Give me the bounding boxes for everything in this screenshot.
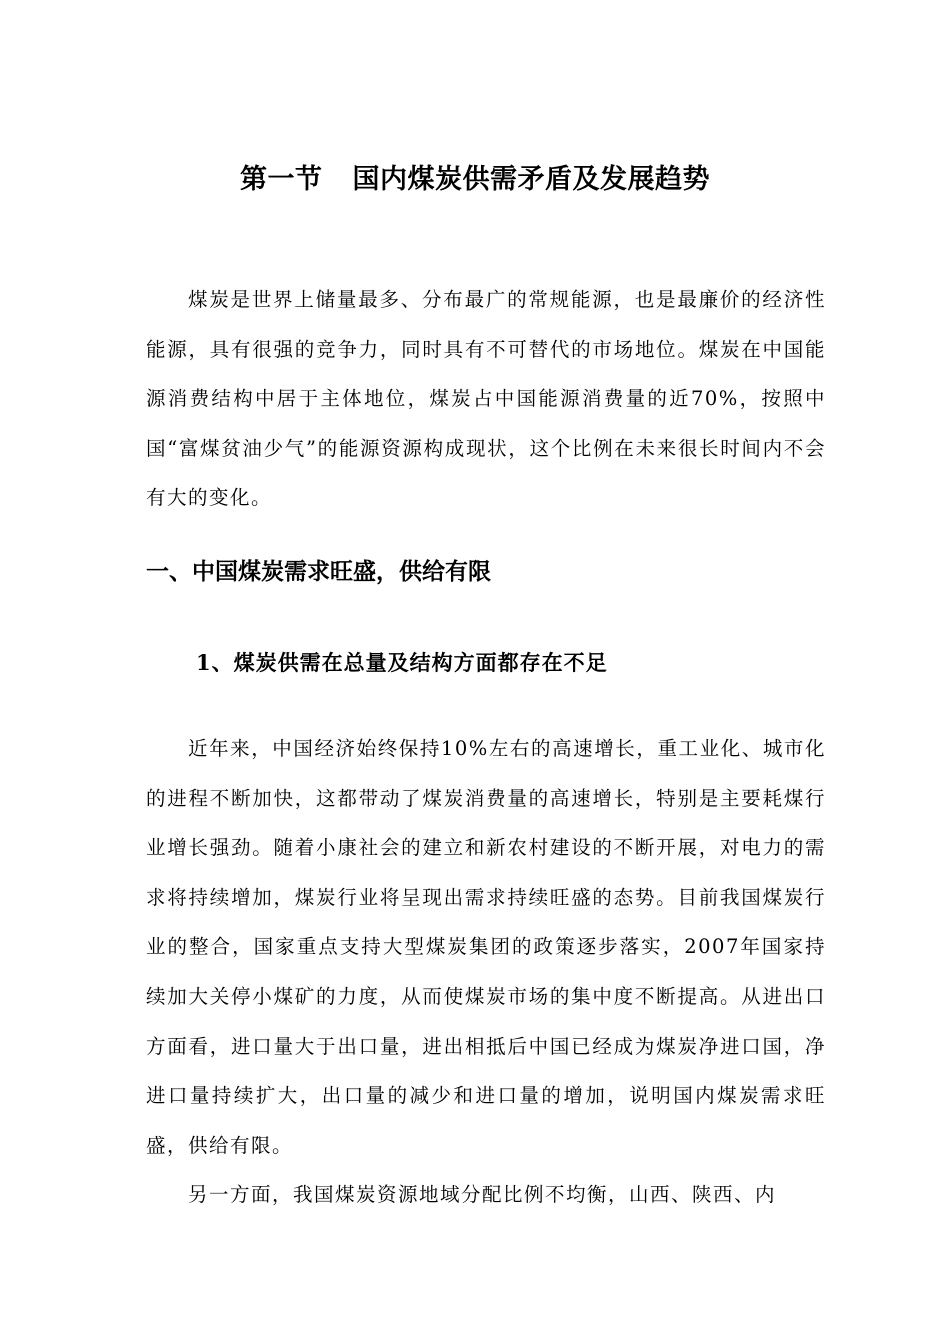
section-title-text: 国内煤炭供需矛盾及发展趋势 xyxy=(352,164,710,195)
demand-paragraph: 近年来，中国经济始终保持10%左右的高速增长，重工业化、城市化的进程不断加快，这都带动了煤炭消费量的高速增长，特别是主要耗煤行业增长强劲。随着小康社会的建立和新农村建设的不断开展，对电力的需求将持续增加，煤炭行业将呈现出需求持续旺盛的态势。目前我国煤炭行业的整合，国家重点支持大型煤炭集团的政策逐步落实，2007年国家持续加大关停小煤矿的力度，从而使煤炭市场的集中度不断提高。从进出口方面看，进口量大于出口量，进出相抵后中国已经成为煤炭净进口国，净进口量持续扩大，出口量的减少和进口量的增加，说明国内煤炭需求旺盛，供给有限。 xyxy=(146,737,826,1157)
regional-paragraph: 另一方面，我国煤炭资源地域分配比例不均衡，山西、陕西、内 xyxy=(188,1183,777,1206)
section-title xyxy=(0,160,950,200)
intro-paragraph: 煤炭是世界上储量最多、分布最广的常规能源，也是最廉价的经济性能源，具有很强的竞争力，同时具有不可替代的市场地位。煤炭在中国能源消费结构中居于主体地位，煤炭占中国能源消费量的近70%，按照中国“富煤贫油少气”的能源资源构成现状，这个比例在未来很长时间内不会有大的变化。 xyxy=(146,288,826,510)
heading-level-2: 1、煤炭供需在总量及结构方面都存在不足 xyxy=(196,650,608,675)
section-number: 第一节 xyxy=(240,164,323,195)
heading-level-1: 一、中国煤炭需求旺盛，供给有限 xyxy=(146,559,491,585)
